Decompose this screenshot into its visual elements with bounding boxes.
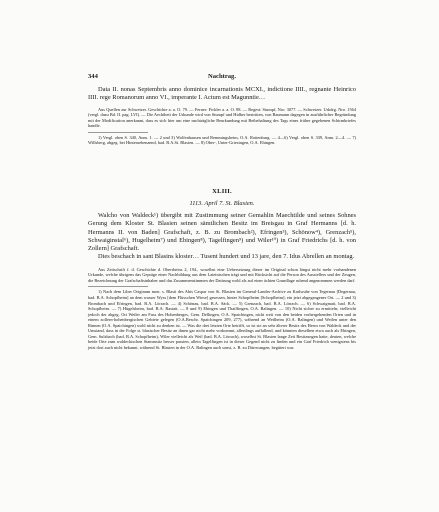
section-number: XLIII. [212, 188, 232, 195]
footnote-rule [88, 286, 148, 287]
page-number: 344 [88, 73, 98, 80]
running-title: Nachtrag. [207, 73, 237, 80]
footnote-rule [88, 132, 148, 133]
sources-top: Aus Quellen zur Schweizer. Geschichte a. a. O. 79. — Ferner: Fickler a. a. O. 98. — Regest: Stumpf, Nro. 3077. — Schweizer. Urkdrg. Nro. 1564 (vergl. dazu Bd. II. pag. LVI). — Die Aechtheit der Urkunde wird von Stumpf und Hidber bestritten, von Baumann dagegen in ausführlicher Begründung mit der Modification anerkannt, dass es sich hier um eine nachträgliche Beurkundung mit Beibehaltung des Tags eines früher gegebenen Schirmbriefes handle. [88, 106, 356, 129]
top-paragraph: Data II. nonas Septembris anno dominice incarnationis MCXI., indictione IIII., regnante Heinrico IIII. rege Romanorum anno VI., imperante I. Actum est Magunntie… [88, 86, 356, 102]
running-header [88, 73, 356, 83]
top-block [88, 86, 356, 146]
dateline: 1113. April 7. St. Blasien. [189, 200, 255, 207]
sources-main: Aus Zeitschrift f. d. Geschichte d. Oberrheins 2, 194., woselbst eine Uebersetzung dieser im Original schon längst nicht mehr vorhandenen Urkunde, welche übrigens das Gepräge einer Nachbildung aus dem Lateinischen trägt und mit Rücksicht auf die Person des Ausstellers und der Zeugen, die Bezeichnung der Grafschaftsinhaber und das Zusammenstimmen der Datirung wohl als auf einer ächten Grundlage ruhend angenommen werden darf. [88, 266, 356, 283]
second-paragraph: Dies beschach in sant Blasins kloster… Tusent hundert und 13 jare, den 7. Idus Abrellen an montag. [98, 253, 355, 261]
footnote-main: 1) Nach dem Liber Originum mon. s. Blasii des Abts Caspar von St. Blasien im General-Landes-Archive zu Karlsruhe von Tegernau [Degernau, bad. B.A. Schopfheim] an dem wasser Wyss [dem Flüsschen Wiese] gesessen, hinter Schopfheim [Schopfheim]; ein jetzt abgegangener Ort. — 2 und 3) Brombach und Efringen, bad. B.A. Lörrach. — 4) Schönau, bad. B.A. Säck. — 5) Grenzach, bad. B.A. Lörrach. — 6) Schwaigmatt, bad. B.A. Schopfheim. — 7) Hügelsheim, bad. B.A. Rastatt. — 8 und 9) Ebingen und Thailfingen, O.A. Balingen. — 10) Nicht sicher zu ermitteln; vielleicht jedoch der abgeg. Ort Weiler am Fuss des Hohenberges, Gem. Dellingen, O.A. Spaichingen, nicht weit von den beiden vorhergehenden Orten und in einem zollern-hohenbergischen Gebiete gelegen (O.A.Beschr. Spaichingen 209, 277), während an Weilheim (O.A. Balingen) und Weilen unter den Rinnen (O.A. Spaichingen) wohl nicht zu denken ist. — Was die drei letzten Orte betrifft, so ist sie an sehr älterer Besitz des Herrn von Waldeck und der Umstand, dass in der Folge st. blasischer Besitz an ihnen gar nicht mehr vorkommt, allerdings auffallend, und könnten dieselben etwa auch als Ebingen, Gem. Sulzbach (bad. B.A. Schopfheim), Wiler vielleicht als Weil (bad. B.A. Lörrach), woselbst St. Blasien lange Zeit Besitzungen hatte, deuten, welche beide Orte zum waldeckischen Stammsitz besser passten, allein Tagelfingen ist in dieser Gegend nicht zu finden und ein Graf Friedrich wenigstens bis jetzt dort auch nicht bekannt, während St. Blasien in der O.A. Balingen auch sonst, z. B. zu Dürrwangen, begütert war. [88, 289, 356, 350]
main-paragraph: Walcho von Waldeck¹) übergibt mit Zustimmung seiner Gemahlin Maechtilde und seines Sohnes Gerung dem Kloster St. Blasien seinen sämtlichen Besitz im Breisgau in Graf Hermanns [d. h. Hermanns II. von Baden] Grafschaft, z. B. zu Brombach²), Efringen³), Schönow⁴), Grenzach⁵), Schwaiginstal⁶), Hugelheim⁷) und Ebingen⁸), Tagelfingen⁹) und Wiler¹⁰) in Graf Friedrichs [d. h. von Zollern] Grafschaft. [88, 212, 356, 253]
main-block [88, 200, 356, 350]
footnote-top: 1) Vergl. oben S. 340, Anm. 1. — 2 und 3) Wolfenhausen und Remmingsheim, O.A. Rottenburg. — 4—6) Vergl. oben S. 339, Anm. 2—4. — 7) Willsberg, abgeg. bei Hinteruebenaend, bad. B.A.St. Blasien. — 8) Ober-, Unter-Griesingen, O.A. Ehingen. [88, 134, 356, 146]
